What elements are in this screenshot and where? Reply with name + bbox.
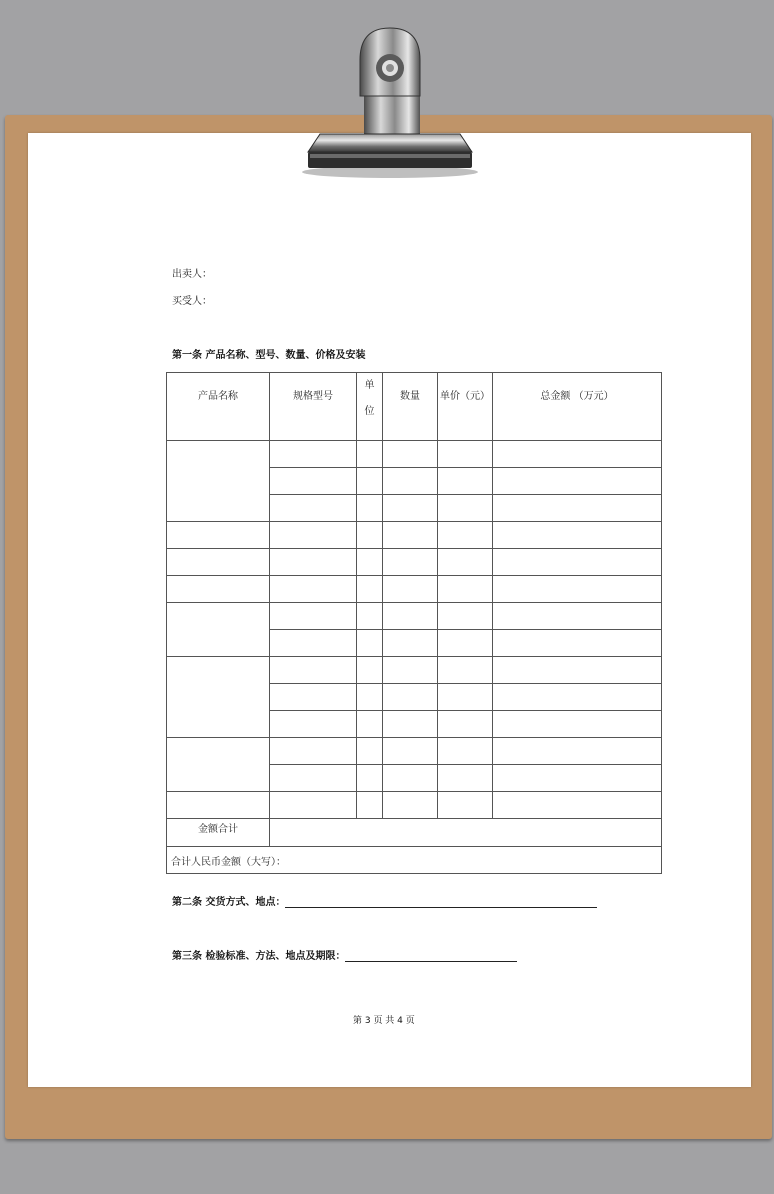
- rmb-row: [167, 847, 662, 874]
- sum-row: [167, 819, 662, 847]
- table-cell: [383, 549, 438, 576]
- table-row: [167, 576, 662, 603]
- header-product-name: 产品名称: [167, 373, 270, 441]
- table-cell: [438, 441, 493, 468]
- article2-label: 第二条 交货方式、地点：: [172, 897, 286, 908]
- table-cell: [357, 603, 383, 630]
- table-cell: [383, 468, 438, 495]
- table-cell: [270, 738, 357, 765]
- article3-label: 第三条 检验标准、方法、地点及期限：: [172, 951, 346, 962]
- table-cell: [357, 522, 383, 549]
- table-cell: [270, 522, 357, 549]
- header-unit-price: 单价（元）: [438, 373, 493, 441]
- table-cell: [493, 765, 662, 792]
- table-cell: [357, 495, 383, 522]
- table-row: [167, 603, 662, 630]
- table-row: [167, 522, 662, 549]
- seller-label: 出卖人：: [172, 269, 212, 280]
- table-cell: [270, 684, 357, 711]
- sum-value-cell: [270, 819, 662, 847]
- buyer-label: 买受人：: [172, 296, 212, 307]
- table-cell: [438, 765, 493, 792]
- table-row: [167, 657, 662, 684]
- table-cell: [357, 684, 383, 711]
- table-cell: [383, 495, 438, 522]
- table-cell: [357, 630, 383, 657]
- table-cell: [270, 495, 357, 522]
- table-cell: [493, 792, 662, 819]
- table-cell: [167, 522, 270, 549]
- table-cell: [438, 630, 493, 657]
- table-cell: [383, 522, 438, 549]
- header-unit-line1: 单: [364, 380, 375, 391]
- table-cell: [270, 549, 357, 576]
- table-cell: [383, 657, 438, 684]
- table-cell: [438, 792, 493, 819]
- table-cell: [493, 549, 662, 576]
- table-cell: [493, 738, 662, 765]
- table-cell: [357, 441, 383, 468]
- table-cell: [493, 711, 662, 738]
- table-cell: [270, 765, 357, 792]
- table-cell: [438, 522, 493, 549]
- table-cell: [383, 711, 438, 738]
- table-cell: [493, 657, 662, 684]
- table-cell: [383, 765, 438, 792]
- table-cell: [383, 738, 438, 765]
- table-cell: [438, 468, 493, 495]
- table-cell: [357, 468, 383, 495]
- table-cell: [357, 576, 383, 603]
- rmb-amount-label: 合计人民币金额（大写）：: [167, 847, 662, 874]
- table-cell: [438, 576, 493, 603]
- table-cell: [270, 468, 357, 495]
- table-cell: [493, 576, 662, 603]
- page-footer: 第 3 页 共 4 页: [353, 1016, 415, 1026]
- table-cell: [357, 549, 383, 576]
- table-cell: [493, 441, 662, 468]
- table-row: [167, 549, 662, 576]
- table-cell: [493, 522, 662, 549]
- table-row: [167, 738, 662, 765]
- table-cell: [383, 603, 438, 630]
- article2-blank-line: [285, 896, 597, 908]
- table-cell: [383, 684, 438, 711]
- table-cell: [493, 468, 662, 495]
- table-cell: [383, 792, 438, 819]
- sum-label: 金额合计: [167, 819, 270, 847]
- table-cell: [357, 738, 383, 765]
- table-cell: [167, 441, 270, 522]
- header-spec-model: 规格型号: [270, 373, 357, 441]
- table-cell: [167, 603, 270, 657]
- table-cell: [493, 684, 662, 711]
- table-cell: [438, 549, 493, 576]
- table-cell: [383, 630, 438, 657]
- table-cell: [167, 549, 270, 576]
- article1-title: 第一条 产品名称、型号、数量、价格及安装: [172, 350, 366, 361]
- table-cell: [438, 495, 493, 522]
- table-cell: [493, 495, 662, 522]
- table-cell: [167, 738, 270, 792]
- article3-line: [172, 947, 517, 962]
- binder-clip-icon: [300, 24, 480, 179]
- table-cell: [438, 603, 493, 630]
- header-quantity: 数量: [383, 373, 438, 441]
- table-cell: [383, 576, 438, 603]
- table-row: [167, 792, 662, 819]
- table-cell: [493, 603, 662, 630]
- table-cell: [167, 576, 270, 603]
- table-row: [167, 441, 662, 468]
- table-cell: [493, 630, 662, 657]
- table-cell: [270, 711, 357, 738]
- table-cell: [357, 765, 383, 792]
- table-cell: [438, 657, 493, 684]
- table-cell: [357, 711, 383, 738]
- table-cell: [438, 684, 493, 711]
- table-cell: [270, 657, 357, 684]
- table-cell: [357, 657, 383, 684]
- table-cell: [357, 792, 383, 819]
- table-cell: [270, 441, 357, 468]
- product-spec-table: [166, 372, 662, 874]
- table-cell: [167, 657, 270, 738]
- table-cell: [270, 792, 357, 819]
- table-cell: [270, 630, 357, 657]
- article3-blank-line: [345, 950, 517, 962]
- article2-line: [172, 893, 597, 908]
- header-unit-line2: 位: [364, 406, 375, 417]
- table-cell: [270, 603, 357, 630]
- table-cell: [438, 738, 493, 765]
- header-total-amount: 总金额 （万元）: [493, 373, 662, 441]
- table-header-row: [167, 373, 662, 441]
- table-cell: [438, 711, 493, 738]
- header-unit: [357, 373, 383, 441]
- table-cell: [383, 441, 438, 468]
- table-cell: [270, 576, 357, 603]
- table-cell: [167, 792, 270, 819]
